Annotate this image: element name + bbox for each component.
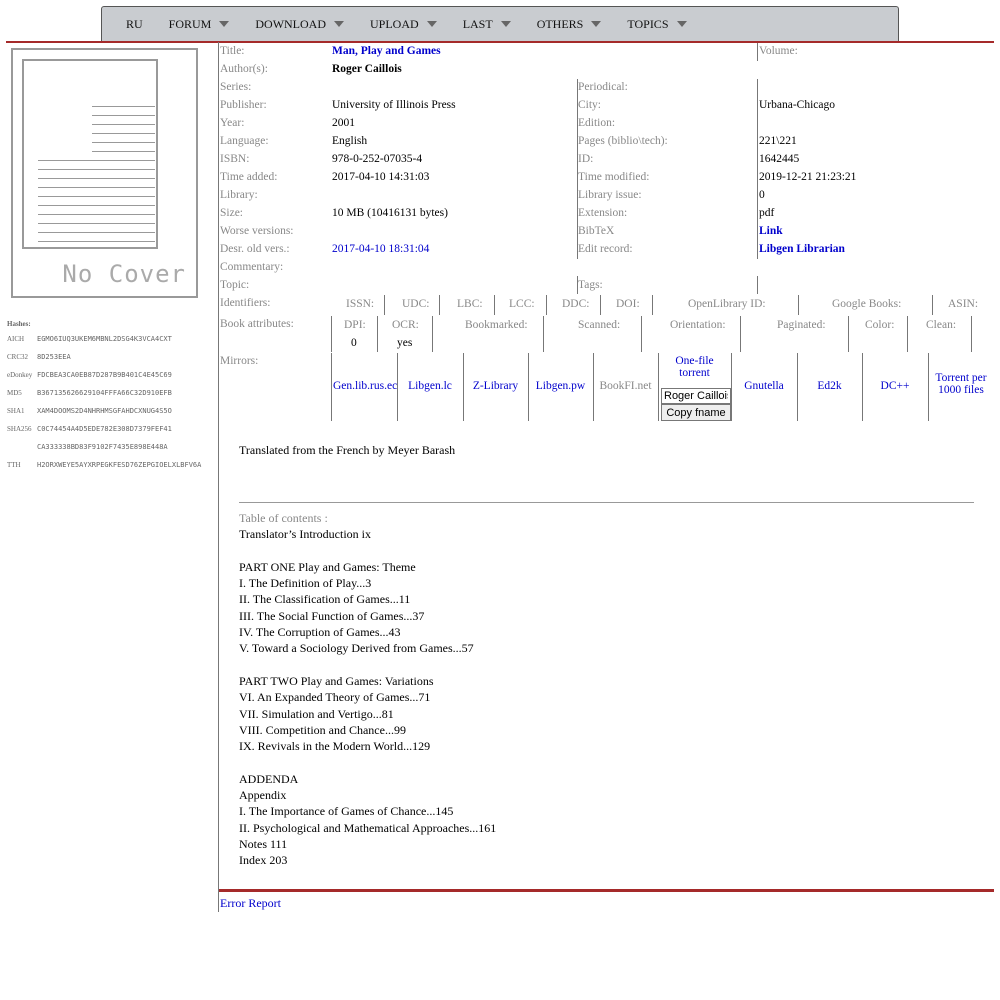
publisher-label: Publisher: [220,99,267,111]
hash-row [7,425,201,443]
volume-label: Volume: [759,45,798,57]
col-separator [377,316,378,352]
col-separator [494,295,495,315]
hash-key: SHA1 [7,407,25,415]
id-value: 1642445 [759,153,800,165]
size-value: 10 MB (10416131 bytes) [332,207,448,219]
time-modified-value: 2019-12-21 21:23:21 [759,171,857,183]
col-separator [641,316,642,352]
hash-value: H2ORXWEYE5AYXRPEGKFESD76ZEPGIOELXLBFV6A [37,461,202,469]
toc-line: VI. An Expanded Theory of Games...71 [239,690,431,705]
identifier-label: ASIN: [948,298,979,310]
document-line [38,160,155,161]
menu-item-download[interactable] [255,17,344,32]
col-separator [528,353,529,421]
ocr-label: OCR: [392,319,419,331]
mirror-link[interactable]: Z-Library [472,380,519,392]
document-line [38,169,155,170]
isbn-label: ISBN: [220,153,250,165]
menu-item-label: OTHERS [536,16,584,31]
hash-value: CA333338BD83F9102F7435E898E448A [37,443,168,451]
library-label: Library: [220,189,258,201]
header-divider [6,41,994,43]
desr-old-link[interactable]: 2017-04-10 18:31:04 [332,243,430,255]
hash-key: CRC32 [7,353,29,361]
hash-row [7,389,201,407]
edition-label: Edition: [578,117,616,129]
menu-item-label: LAST [462,16,493,31]
hashes-title: Hashes: [7,320,31,328]
hash-value: XAM4DOOMS2D4NHRHMSGFAHDCXNUG4S5O [37,407,172,415]
col-separator [740,316,741,352]
cover-placeholder [11,48,198,298]
hash-key: TTH [7,461,21,469]
toc-line: Notes 111 [239,836,288,851]
col-separator [848,316,849,352]
toc-line: ADDENDA [239,771,299,786]
periodical-label: Periodical: [578,81,628,93]
orientation-label: Orientation: [670,319,726,331]
hash-value: EGMO6IUQ3UKEM6MBNL2DSG4K3VCA4CXT [37,335,172,343]
toc-line: VIII. Competition and Chance...99 [239,722,406,737]
col-separator [757,43,758,61]
title-label: Title: [220,45,245,57]
hashes-panel [7,320,201,479]
mirror-link[interactable]: Libgen.pw [535,380,586,392]
extension-label: Extension: [578,207,628,219]
document-line [92,142,155,143]
identifier-label: LBC: [457,298,483,310]
hash-key: SHA256 [7,425,32,433]
identifier-label: Google Books: [832,298,902,310]
toc-line [239,754,496,770]
col-separator [600,295,601,315]
menu-item-label: FORUM [168,16,212,31]
bibtex-link[interactable]: Link [759,225,783,237]
document-line [38,187,155,188]
edit-record-label: Edit record: [578,243,633,255]
menu-item-label: DOWNLOAD [255,16,327,31]
col-separator [862,353,863,421]
document-line [38,178,155,179]
identifier-label: DDC: [562,298,590,310]
document-line [38,205,155,206]
chevron-down-icon [219,21,229,27]
document-line [38,214,155,215]
main-panel-border [218,42,219,912]
language-label: Language: [220,135,269,147]
document-line [92,106,155,107]
col-separator [652,295,653,315]
book-attributes-label: Book attributes: [220,318,294,330]
document-line [92,115,155,116]
hash-key: AICH [7,335,25,343]
toc-line: II. The Classification of Games...11 [239,592,411,607]
mirror-link[interactable]: One-file torrent [675,355,714,379]
col-separator [331,316,332,352]
mirror-link[interactable]: DC++ [880,380,910,392]
time-added-label: Time added: [220,171,278,183]
toc-line: II. Psychological and Mathematical Approaches...161 [239,820,497,835]
col-separator [543,316,544,352]
ocr-value: yes [397,337,413,349]
color-label: Color: [865,319,895,331]
scanned-label: Scanned: [578,319,621,331]
toc-line: IX. Revivals in the Modern World...129 [239,739,431,754]
copy-fname-button[interactable]: Copy fname [661,404,731,421]
col-separator [932,295,933,315]
toc-line: I. The Definition of Play...3 [239,576,372,591]
size-label: Size: [220,207,243,219]
document-line [38,241,155,242]
document-line [38,196,155,197]
col-separator [797,353,798,421]
time-added-value: 2017-04-10 14:31:03 [332,171,430,183]
document-icon [22,59,158,249]
commentary-label: Commentary: [220,261,284,273]
dpi-label: DPI: [344,319,366,331]
isbn-value: 978-0-252-07035-4 [332,153,423,165]
hash-row [7,371,201,389]
publisher-value: University of Illinois Press [332,99,456,111]
top-menu [101,6,899,41]
mirror-link[interactable]: Gnutella [744,380,784,392]
hash-key: eDonkey [7,371,33,379]
identifier-label: OpenLibrary ID: [688,298,766,310]
chevron-down-icon [427,21,437,27]
toc-line [239,543,496,559]
book-description: Translated from the French by Meyer Barash [239,443,456,457]
col-separator [757,79,758,259]
hash-row [7,443,201,461]
library-issue-value: 0 [759,189,765,201]
chevron-down-icon [591,21,601,27]
edit-record-link[interactable]: Libgen Librarian [759,243,845,255]
hash-key: MD5 [7,389,22,397]
dpi-value: 0 [351,337,357,349]
description-divider [239,502,974,503]
hash-value: 8D253EEA [37,353,71,361]
menu-item-label: UPLOAD [370,16,419,31]
menu-item-upload[interactable] [370,17,437,32]
mirror-link[interactable]: Torrent per 1000 files [935,372,987,396]
identifier-label: UDC: [402,298,430,310]
col-separator [463,353,464,421]
col-separator [798,295,799,315]
no-cover-text: No Cover [62,260,186,288]
mirror-link[interactable]: BookFI.net [599,380,652,392]
document-line [92,124,155,125]
hash-value: B367135626629104FFFA66C32D910EFB [37,389,172,397]
menu-item-others[interactable] [537,17,602,32]
paginated-label: Paginated: [777,319,826,331]
toc-line: Translator’s Introduction ix [239,527,371,542]
worse-versions-label: Worse versions: [220,225,294,237]
year-value: 2001 [332,117,355,129]
hash-row [7,353,201,371]
document-line [92,151,155,152]
hash-value: C0C74454A4D5EDE782E308D7379FEF41 [37,425,172,433]
col-separator [928,353,929,421]
mirrors-label: Mirrors: [220,355,259,367]
time-modified-label: Time modified: [578,171,650,183]
clean-label: Clean: [926,319,957,331]
toc-line: PART TWO Play and Games: Variations [239,673,434,688]
col-separator [397,353,398,421]
chevron-down-icon [501,21,511,27]
title-link[interactable]: Man, Play and Games [332,45,441,57]
pages-label: Pages (biblio\tech): [578,135,668,147]
hash-row [7,335,201,353]
bookmarked-label: Bookmarked: [465,319,528,331]
menu-item-ru[interactable] [126,17,143,32]
chevron-down-icon [677,21,687,27]
authors-label: Author(s): [220,63,268,75]
col-separator [384,295,385,315]
col-separator [971,316,972,352]
col-separator [658,353,659,421]
footer-divider [219,889,994,892]
identifier-label: LCC: [509,298,535,310]
menu-item-topics[interactable] [627,17,686,32]
mirror-link[interactable]: Libgen.lc [408,380,452,392]
col-separator [757,276,758,294]
menu-item-label: RU [126,16,143,31]
menu-item-label: TOPICS [627,16,669,31]
chevron-down-icon [334,21,344,27]
id-label: ID: [578,153,594,165]
year-label: Year: [220,117,245,129]
identifiers-label: Identifiers: [220,297,271,309]
authors-value: Roger Caillois [332,63,402,75]
table-of-contents [239,510,496,869]
document-line [92,133,155,134]
extension-value: pdf [759,207,775,219]
toc-line: Appendix [239,788,287,803]
col-separator [432,316,433,352]
mirror-link[interactable]: Ed2k [817,380,842,392]
toc-line: PART ONE Play and Games: Theme [239,559,416,574]
library-issue-label: Library issue: [578,189,642,201]
menu-item-last[interactable] [463,17,511,32]
col-separator [731,353,732,421]
city-value: Urbana-Chicago [759,99,835,111]
hash-row [7,461,201,479]
fname-input[interactable] [661,388,731,404]
city-label: City: [578,99,602,111]
toc-title: Table of contents : [239,511,328,525]
identifier-label: DOI: [616,298,640,310]
bibtex-label: BibTeX [578,225,615,237]
identifier-label: ISSN: [346,298,375,310]
toc-line: VII. Simulation and Vertigo...81 [239,706,394,721]
hash-row [7,407,201,425]
toc-line: III. The Social Function of Games...37 [239,608,425,623]
toc-line: V. Toward a Sociology Derived from Games...57 [239,641,474,656]
pages-value: 221\221 [759,135,797,147]
toc-line: IV. The Corruption of Games...43 [239,625,401,640]
menu-item-forum[interactable] [169,17,230,32]
topic-label: Topic: [220,279,250,291]
col-separator [331,353,332,421]
language-value: English [332,135,368,147]
col-separator [907,316,908,352]
toc-line: I. The Importance of Games of Chance...145 [239,804,454,819]
desr-old-label: Desr. old vers.: [220,243,290,255]
hash-value: FDCBEA3CA0EB87D287B9B401C4E45C69 [37,371,172,379]
document-line [38,223,155,224]
toc-line [239,657,496,673]
mirror-link[interactable]: Gen.lib.rus.ec [333,380,398,392]
error-report-link[interactable]: Error Report [220,896,281,910]
toc-line: Index 203 [239,853,288,868]
col-separator [546,295,547,315]
col-separator [439,295,440,315]
col-separator [593,353,594,421]
document-line [38,232,155,233]
tags-label: Tags: [578,279,603,291]
series-label: Series: [220,81,252,93]
